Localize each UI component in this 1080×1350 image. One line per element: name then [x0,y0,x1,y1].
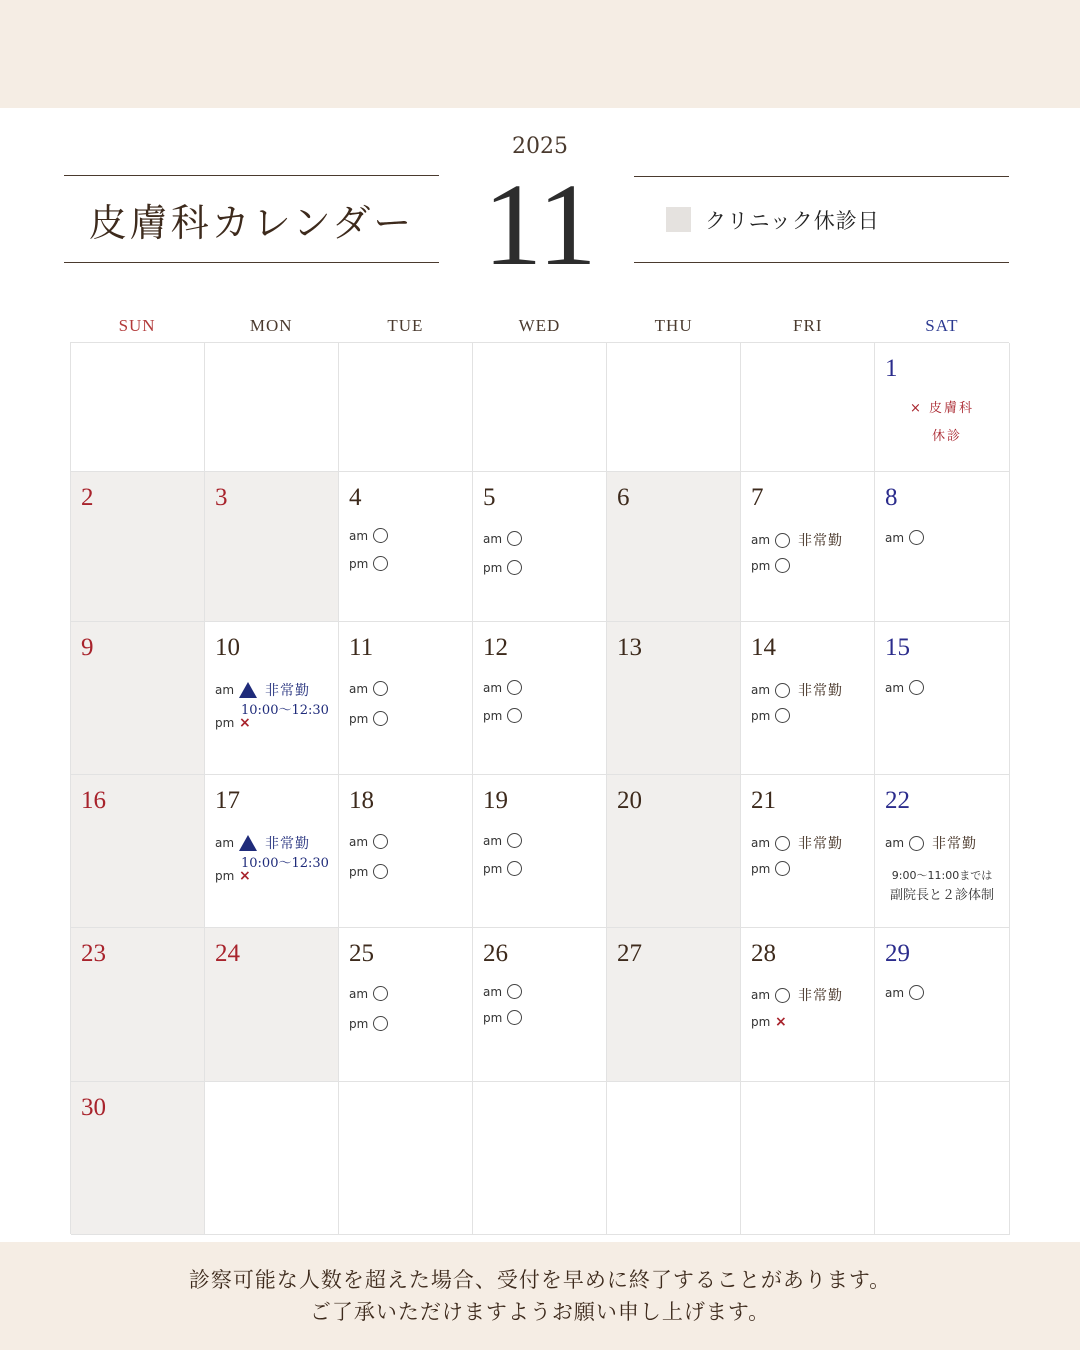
pm-label: pm [349,711,369,726]
am-label: am [483,531,503,546]
part-time-note: 非常勤 [932,836,977,852]
day-number: 30 [81,1094,106,1121]
am-slot [483,984,522,999]
open-circle-icon [909,985,924,1000]
calendar-cell-day-29 [875,928,1010,1082]
calendar-cell-day-9 [71,622,205,775]
calendar-cell-empty [607,1082,741,1235]
calendar-cell-day-27 [607,928,741,1082]
weekday-tue: TUE [387,316,424,335]
open-circle-icon [507,531,522,546]
limited-triangle-icon [239,835,257,851]
calendar-cell-day-13 [607,622,741,775]
open-circle-icon [775,988,790,1003]
pm-slot [483,708,522,723]
calendar-cell-day-26 [473,928,607,1082]
calendar-cell-day-8 [875,472,1010,622]
two-doctor-time-note: 9:00〜11:00までは [891,869,993,882]
am-slot [751,530,843,550]
day-number: 9 [81,634,94,661]
calendar-cell-day-12 [473,622,607,775]
footer-line-2: ご了承いただけますようお願い申し上げます。 [309,1300,771,1324]
legend [634,176,1009,263]
calendar-cell-empty [741,343,875,472]
pm-slot [349,864,388,879]
calendar-cell-day-22 [875,775,1010,928]
pm-slot [751,708,790,723]
weekday-wed: WED [518,316,561,335]
page-title: 皮膚科カレンダー [88,200,415,245]
part-time-note: 非常勤 [798,683,843,699]
closed-cross-icon: × [239,715,251,731]
am-label: am [215,683,235,697]
day-number: 14 [751,634,776,661]
pm-label: pm [483,861,503,876]
closed-cross-icon: × [239,868,251,884]
pm-slot [349,1016,388,1031]
am-label: am [751,836,771,850]
year-label: 2025 [512,134,568,159]
part-time-hours: 10:00〜12:30 [241,856,329,871]
pm-label: pm [215,716,235,730]
calendar-cell-day-6 [607,472,741,622]
open-circle-icon [507,984,522,999]
calendar-cell-day-18 [339,775,473,928]
calendar-cell-empty [741,1082,875,1235]
am-slot [349,681,388,696]
day-number: 8 [885,484,898,511]
open-circle-icon [775,836,790,851]
am-slot [483,680,522,695]
day-number: 25 [349,940,374,967]
pm-label: pm [349,864,369,879]
footer-notice [0,1242,1080,1350]
day-number: 16 [81,787,106,814]
pm-slot [751,861,790,876]
pm-slot [483,560,522,575]
weekday-sun: SUN [118,316,156,335]
open-circle-icon [775,533,790,548]
day-number: 19 [483,787,508,814]
dermatology-closed-note: × 皮膚科 [909,401,975,416]
calendar-cell-empty [339,1082,473,1235]
pm-slot [215,868,251,884]
day-number: 21 [751,787,776,814]
open-circle-icon [775,708,790,723]
day-number: 10 [215,634,240,661]
am-label: am [885,985,905,1000]
open-circle-icon [507,1010,522,1025]
open-circle-icon [909,836,924,851]
am-slot [483,833,522,848]
am-label: am [885,530,905,545]
calendar-cell-day-15 [875,622,1010,775]
open-circle-icon [373,864,388,879]
calendar-cell-empty [205,1082,339,1235]
open-circle-icon [373,986,388,1001]
pm-slot [751,1014,787,1030]
am-slot [751,985,843,1005]
open-circle-icon [775,558,790,573]
weekday-fri: FRI [793,316,823,335]
am-label: am [483,984,503,999]
part-time-note: 非常勤 [798,988,843,1004]
am-label: am [483,680,503,695]
day-number: 4 [349,484,362,511]
calendar-cell-day-24 [205,928,339,1082]
am-label: am [349,528,369,543]
pm-slot [483,861,522,876]
calendar-cell-empty [205,343,339,472]
am-slot [349,986,388,1001]
am-slot [885,680,924,695]
am-slot [483,531,522,546]
pm-label: pm [215,869,235,883]
open-circle-icon [373,556,388,571]
calendar-cell-empty [473,1082,607,1235]
day-number: 29 [885,940,910,967]
open-circle-icon [507,680,522,695]
calendar-cell-empty [71,343,205,472]
am-slot [349,528,388,543]
am-label: am [349,681,369,696]
open-circle-icon [373,1016,388,1031]
legend-closed-label: クリニック休診日 [705,208,880,233]
pm-label: pm [751,1015,771,1029]
day-number: 27 [617,940,642,967]
open-circle-icon [373,834,388,849]
weekday-header [70,316,1009,342]
day-number: 12 [483,634,508,661]
am-slot [885,985,924,1000]
calendar-cell-empty [473,343,607,472]
day-number: 23 [81,940,106,967]
open-circle-icon [909,530,924,545]
open-circle-icon [775,683,790,698]
day-number: 24 [215,940,240,967]
calendar-cell-empty [607,343,741,472]
day-number: 3 [215,484,228,511]
calendar-cell-day-21 [741,775,875,928]
open-circle-icon [373,528,388,543]
two-doctor-note: 副院長と２診体制 [889,888,994,903]
closed-cross-icon: × [775,1014,787,1030]
calendar-cell-empty [339,343,473,472]
am-slot [885,833,977,853]
open-circle-icon [507,861,522,876]
calendar-cell-day-2 [71,472,205,622]
part-time-hours: 10:00〜12:30 [241,703,329,718]
top-band [0,0,1080,108]
page-title-box [64,175,439,263]
day-number: 17 [215,787,240,814]
day-number: 13 [617,634,642,661]
calendar-grid [70,342,1009,1234]
calendar-cell-empty [875,1082,1010,1235]
part-time-note: 非常勤 [265,683,310,699]
calendar-cell-day-3 [205,472,339,622]
day-number: 15 [885,634,910,661]
part-time-note: 非常勤 [798,533,843,549]
am-label: am [885,836,905,850]
calendar-cell-day-4 [339,472,473,622]
pm-label: pm [751,558,771,573]
footer-line-1: 診察可能な人数を超えた場合、受付を早めに終了することがあります。 [188,1268,892,1292]
day-number: 6 [617,484,630,511]
day-number: 11 [349,634,374,661]
pm-slot [349,556,388,571]
calendar-cell-day-1 [875,343,1010,472]
pm-label: pm [751,708,771,723]
pm-slot [215,715,251,731]
closed-label: 休診 [931,429,962,444]
am-label: am [483,833,503,848]
day-number: 20 [617,787,642,814]
am-label: am [751,683,771,697]
pm-label: pm [349,1016,369,1031]
am-slot [885,530,924,545]
month-number: 11 [483,159,597,290]
am-slot [751,833,843,853]
calendar-cell-day-16 [71,775,205,928]
open-circle-icon [373,711,388,726]
pm-slot [349,711,388,726]
weekday-thu: THU [654,316,693,335]
am-slot [751,680,843,700]
am-slot [215,680,310,700]
weekday-mon: MON [249,316,293,335]
open-circle-icon [909,680,924,695]
am-label: am [751,988,771,1002]
day-number: 28 [751,940,776,967]
calendar-cell-day-11 [339,622,473,775]
calendar-cell-day-28 [741,928,875,1082]
calendar-cell-day-7 [741,472,875,622]
part-time-note: 非常勤 [265,836,310,852]
part-time-note: 非常勤 [798,836,843,852]
day-number: 7 [751,484,764,511]
pm-label: pm [483,1010,503,1025]
open-circle-icon [775,861,790,876]
legend-closed-swatch [666,207,691,232]
am-label: am [349,986,369,1001]
pm-label: pm [751,861,771,876]
day-number: 2 [81,484,94,511]
pm-slot [483,1010,522,1025]
pm-label: pm [349,556,369,571]
am-slot [349,834,388,849]
pm-label: pm [483,708,503,723]
am-label: am [751,533,771,547]
calendar-cell-day-10 [205,622,339,775]
day-number: 26 [483,940,508,967]
day-number: 1 [885,355,898,382]
am-slot [215,833,310,853]
limited-triangle-icon [239,682,257,698]
open-circle-icon [507,833,522,848]
calendar-cell-day-17 [205,775,339,928]
am-label: am [349,834,369,849]
calendar-cell-day-5 [473,472,607,622]
weekday-sat: SAT [925,316,959,335]
day-number: 18 [349,787,374,814]
am-label: am [885,680,905,695]
calendar-cell-day-14 [741,622,875,775]
am-label: am [215,836,235,850]
calendar-cell-day-19 [473,775,607,928]
day-number: 22 [885,787,910,814]
pm-label: pm [483,560,503,575]
open-circle-icon [507,560,522,575]
calendar-cell-day-25 [339,928,473,1082]
calendar-cell-day-23 [71,928,205,1082]
calendar-cell-day-20 [607,775,741,928]
day-number: 5 [483,484,496,511]
open-circle-icon [507,708,522,723]
open-circle-icon [373,681,388,696]
calendar-cell-day-30 [71,1082,205,1235]
pm-slot [751,558,790,573]
